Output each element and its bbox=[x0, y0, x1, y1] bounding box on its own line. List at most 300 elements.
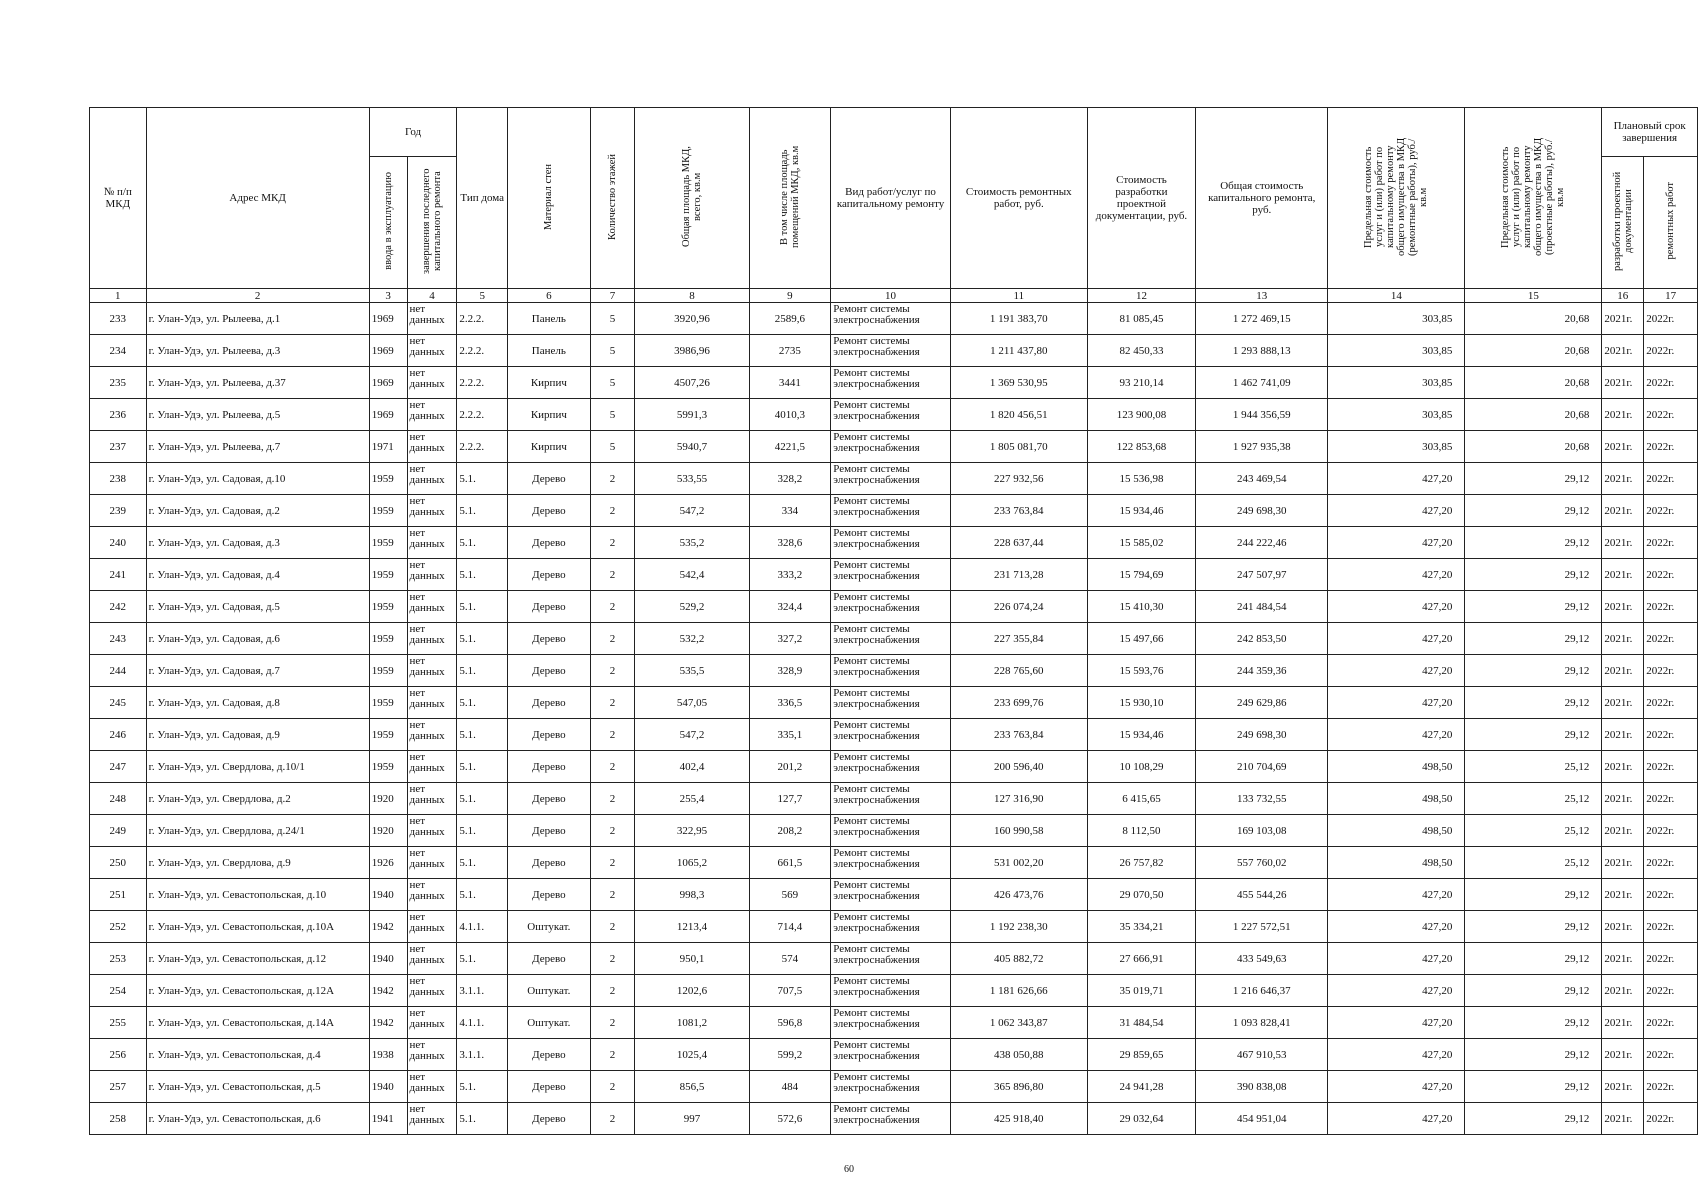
row-year-commission: 1940 bbox=[369, 879, 407, 911]
column-number: 1 bbox=[90, 289, 147, 303]
row-year-commission: 1969 bbox=[369, 335, 407, 367]
row-design-cost: 31 484,54 bbox=[1087, 1007, 1196, 1039]
table-row bbox=[90, 815, 1698, 847]
row-house-type: 5.1. bbox=[457, 751, 508, 783]
row-repair-cost: 233 699,76 bbox=[950, 687, 1087, 719]
row-limit-repair: 427,20 bbox=[1328, 1007, 1465, 1039]
row-num: 239 bbox=[90, 495, 147, 527]
row-repair-cost: 426 473,76 bbox=[950, 879, 1087, 911]
table-row bbox=[90, 1007, 1698, 1039]
row-house-type: 5.1. bbox=[457, 687, 508, 719]
row-year-commission: 1940 bbox=[369, 1071, 407, 1103]
row-total-cost: 244 359,36 bbox=[1196, 655, 1328, 687]
row-floors: 5 bbox=[590, 335, 635, 367]
row-premises-area: 2735 bbox=[749, 335, 831, 367]
row-total-area: 1081,2 bbox=[635, 1007, 749, 1039]
row-repair-cost: 531 002,20 bbox=[950, 847, 1087, 879]
row-address: г. Улан-Удэ, ул. Севастопольская, д.10А bbox=[146, 911, 369, 943]
row-wall-material: Дерево bbox=[508, 879, 591, 911]
row-limit-design: 25,12 bbox=[1465, 847, 1602, 879]
row-design-cost: 15 585,02 bbox=[1087, 527, 1196, 559]
row-year-commission: 1969 bbox=[369, 367, 407, 399]
row-year-commission: 1959 bbox=[369, 463, 407, 495]
row-work-type: Ремонт системы электроснабжения bbox=[831, 431, 951, 463]
row-deadline-repair: 2022г. bbox=[1644, 623, 1698, 655]
row-premises-area: 335,1 bbox=[749, 719, 831, 751]
row-premises-area: 328,6 bbox=[749, 527, 831, 559]
row-design-cost: 26 757,82 bbox=[1087, 847, 1196, 879]
row-deadline-design: 2021г. bbox=[1602, 1103, 1644, 1135]
row-deadline-design: 2021г. bbox=[1602, 591, 1644, 623]
row-address: г. Улан-Удэ, ул. Севастопольская, д.14А bbox=[146, 1007, 369, 1039]
row-premises-area: 324,4 bbox=[749, 591, 831, 623]
row-total-cost: 557 760,02 bbox=[1196, 847, 1328, 879]
row-limit-design: 29,12 bbox=[1465, 943, 1602, 975]
row-work-type: Ремонт системы электроснабжения bbox=[831, 879, 951, 911]
row-limit-repair: 427,20 bbox=[1328, 687, 1465, 719]
row-num: 250 bbox=[90, 847, 147, 879]
row-deadline-design: 2021г. bbox=[1602, 303, 1644, 335]
table-row bbox=[90, 879, 1698, 911]
row-year-commission: 1920 bbox=[369, 783, 407, 815]
row-address: г. Улан-Удэ, ул. Садовая, д.6 bbox=[146, 623, 369, 655]
table-row bbox=[90, 303, 1698, 335]
row-num: 243 bbox=[90, 623, 147, 655]
row-work-type: Ремонт системы электроснабжения bbox=[831, 1071, 951, 1103]
row-address: г. Улан-Удэ, ул. Садовая, д.5 bbox=[146, 591, 369, 623]
row-deadline-design: 2021г. bbox=[1602, 559, 1644, 591]
row-total-area: 3920,96 bbox=[635, 303, 749, 335]
row-design-cost: 29 859,65 bbox=[1087, 1039, 1196, 1071]
row-year-last-repair: нет данных bbox=[407, 911, 457, 943]
row-limit-design: 20,68 bbox=[1465, 399, 1602, 431]
column-number: 12 bbox=[1087, 289, 1196, 303]
row-num: 249 bbox=[90, 815, 147, 847]
column-number: 16 bbox=[1602, 289, 1644, 303]
row-deadline-design: 2021г. bbox=[1602, 943, 1644, 975]
row-design-cost: 15 536,98 bbox=[1087, 463, 1196, 495]
row-limit-design: 29,12 bbox=[1465, 911, 1602, 943]
row-design-cost: 27 666,91 bbox=[1087, 943, 1196, 975]
row-wall-material: Дерево bbox=[508, 463, 591, 495]
header-repair-cost: Стоимость ремонтных работ, руб. bbox=[950, 108, 1087, 289]
row-limit-design: 29,12 bbox=[1465, 559, 1602, 591]
row-total-cost: 243 469,54 bbox=[1196, 463, 1328, 495]
row-address: г. Улан-Удэ, ул. Садовая, д.10 bbox=[146, 463, 369, 495]
row-house-type: 2.2.2. bbox=[457, 399, 508, 431]
row-design-cost: 15 794,69 bbox=[1087, 559, 1196, 591]
row-work-type: Ремонт системы электроснабжения bbox=[831, 655, 951, 687]
row-limit-design: 29,12 bbox=[1465, 623, 1602, 655]
column-number: 2 bbox=[146, 289, 369, 303]
row-year-commission: 1959 bbox=[369, 559, 407, 591]
row-total-cost: 241 484,54 bbox=[1196, 591, 1328, 623]
row-wall-material: Дерево bbox=[508, 495, 591, 527]
table-row bbox=[90, 399, 1698, 431]
row-total-area: 529,2 bbox=[635, 591, 749, 623]
row-floors: 2 bbox=[590, 719, 635, 751]
row-floors: 2 bbox=[590, 623, 635, 655]
header-address: Адрес МКД bbox=[146, 108, 369, 289]
header-year-last-repair: завершения последнего капитального ремонта bbox=[407, 157, 457, 289]
row-repair-cost: 233 763,84 bbox=[950, 495, 1087, 527]
row-total-cost: 467 910,53 bbox=[1196, 1039, 1328, 1071]
table-row bbox=[90, 1071, 1698, 1103]
row-deadline-repair: 2022г. bbox=[1644, 655, 1698, 687]
row-num: 258 bbox=[90, 1103, 147, 1135]
row-floors: 2 bbox=[590, 495, 635, 527]
row-num: 236 bbox=[90, 399, 147, 431]
row-design-cost: 29 070,50 bbox=[1087, 879, 1196, 911]
row-year-last-repair: нет данных bbox=[407, 431, 457, 463]
row-num: 235 bbox=[90, 367, 147, 399]
row-total-cost: 1 462 741,09 bbox=[1196, 367, 1328, 399]
row-limit-repair: 427,20 bbox=[1328, 495, 1465, 527]
row-year-commission: 1959 bbox=[369, 751, 407, 783]
row-year-last-repair: нет данных bbox=[407, 495, 457, 527]
row-design-cost: 24 941,28 bbox=[1087, 1071, 1196, 1103]
column-number: 14 bbox=[1328, 289, 1465, 303]
row-design-cost: 15 410,30 bbox=[1087, 591, 1196, 623]
row-work-type: Ремонт системы электроснабжения bbox=[831, 623, 951, 655]
row-limit-repair: 427,20 bbox=[1328, 943, 1465, 975]
row-address: г. Улан-Удэ, ул. Садовая, д.8 bbox=[146, 687, 369, 719]
row-design-cost: 15 934,46 bbox=[1087, 495, 1196, 527]
row-deadline-repair: 2022г. bbox=[1644, 559, 1698, 591]
row-year-last-repair: нет данных bbox=[407, 943, 457, 975]
row-work-type: Ремонт системы электроснабжения bbox=[831, 591, 951, 623]
row-total-area: 950,1 bbox=[635, 943, 749, 975]
row-work-type: Ремонт системы электроснабжения bbox=[831, 399, 951, 431]
row-premises-area: 574 bbox=[749, 943, 831, 975]
row-deadline-repair: 2022г. bbox=[1644, 719, 1698, 751]
row-deadline-design: 2021г. bbox=[1602, 751, 1644, 783]
row-address: г. Улан-Удэ, ул. Севастопольская, д.6 bbox=[146, 1103, 369, 1135]
table-row bbox=[90, 847, 1698, 879]
row-deadline-design: 2021г. bbox=[1602, 879, 1644, 911]
column-number: 5 bbox=[457, 289, 508, 303]
row-total-cost: 455 544,26 bbox=[1196, 879, 1328, 911]
table-row bbox=[90, 783, 1698, 815]
row-deadline-repair: 2022г. bbox=[1644, 975, 1698, 1007]
row-year-last-repair: нет данных bbox=[407, 879, 457, 911]
row-premises-area: 127,7 bbox=[749, 783, 831, 815]
row-year-commission: 1941 bbox=[369, 1103, 407, 1135]
table-row bbox=[90, 463, 1698, 495]
row-year-last-repair: нет данных bbox=[407, 399, 457, 431]
row-work-type: Ремонт системы электроснабжения bbox=[831, 911, 951, 943]
row-year-commission: 1969 bbox=[369, 303, 407, 335]
row-num: 254 bbox=[90, 975, 147, 1007]
row-limit-repair: 427,20 bbox=[1328, 719, 1465, 751]
row-house-type: 4.1.1. bbox=[457, 911, 508, 943]
row-design-cost: 15 593,76 bbox=[1087, 655, 1196, 687]
row-design-cost: 6 415,65 bbox=[1087, 783, 1196, 815]
row-wall-material: Дерево bbox=[508, 751, 591, 783]
row-wall-material: Дерево bbox=[508, 687, 591, 719]
row-year-commission: 1959 bbox=[369, 687, 407, 719]
row-total-cost: 1 944 356,59 bbox=[1196, 399, 1328, 431]
row-num: 244 bbox=[90, 655, 147, 687]
row-work-type: Ремонт системы электроснабжения bbox=[831, 943, 951, 975]
row-deadline-design: 2021г. bbox=[1602, 527, 1644, 559]
row-year-last-repair: нет данных bbox=[407, 559, 457, 591]
row-deadline-repair: 2022г. bbox=[1644, 815, 1698, 847]
header-floors: Количество этажей bbox=[590, 108, 635, 289]
row-work-type: Ремонт системы электроснабжения bbox=[831, 975, 951, 1007]
row-limit-repair: 427,20 bbox=[1328, 655, 1465, 687]
row-premises-area: 714,4 bbox=[749, 911, 831, 943]
row-total-area: 1213,4 bbox=[635, 911, 749, 943]
column-number: 9 bbox=[749, 289, 831, 303]
row-limit-design: 29,12 bbox=[1465, 495, 1602, 527]
row-year-commission: 1959 bbox=[369, 623, 407, 655]
row-floors: 2 bbox=[590, 1071, 635, 1103]
row-limit-repair: 498,50 bbox=[1328, 847, 1465, 879]
row-work-type: Ремонт системы электроснабжения bbox=[831, 783, 951, 815]
row-address: г. Улан-Удэ, ул. Садовая, д.7 bbox=[146, 655, 369, 687]
row-year-last-repair: нет данных bbox=[407, 815, 457, 847]
row-total-cost: 1 216 646,37 bbox=[1196, 975, 1328, 1007]
row-deadline-repair: 2022г. bbox=[1644, 335, 1698, 367]
row-limit-design: 29,12 bbox=[1465, 1039, 1602, 1071]
row-wall-material: Дерево bbox=[508, 559, 591, 591]
row-year-commission: 1942 bbox=[369, 975, 407, 1007]
row-year-last-repair: нет данных bbox=[407, 975, 457, 1007]
row-deadline-repair: 2022г. bbox=[1644, 463, 1698, 495]
row-year-last-repair: нет данных bbox=[407, 1071, 457, 1103]
row-year-commission: 1942 bbox=[369, 911, 407, 943]
row-address: г. Улан-Удэ, ул. Садовая, д.2 bbox=[146, 495, 369, 527]
row-floors: 2 bbox=[590, 911, 635, 943]
row-deadline-repair: 2022г. bbox=[1644, 527, 1698, 559]
header-total-area: Общая площадь МКД, всего, кв.м bbox=[635, 108, 749, 289]
table-body bbox=[90, 303, 1698, 1135]
row-num: 240 bbox=[90, 527, 147, 559]
row-limit-repair: 303,85 bbox=[1328, 303, 1465, 335]
row-floors: 2 bbox=[590, 655, 635, 687]
row-deadline-repair: 2022г. bbox=[1644, 303, 1698, 335]
row-repair-cost: 231 713,28 bbox=[950, 559, 1087, 591]
row-work-type: Ремонт системы электроснабжения bbox=[831, 335, 951, 367]
row-year-last-repair: нет данных bbox=[407, 655, 457, 687]
row-wall-material: Оштукат. bbox=[508, 975, 591, 1007]
row-design-cost: 123 900,08 bbox=[1087, 399, 1196, 431]
row-floors: 5 bbox=[590, 399, 635, 431]
row-deadline-design: 2021г. bbox=[1602, 687, 1644, 719]
row-work-type: Ремонт системы электроснабжения bbox=[831, 527, 951, 559]
table-row bbox=[90, 527, 1698, 559]
row-year-last-repair: нет данных bbox=[407, 463, 457, 495]
row-floors: 5 bbox=[590, 431, 635, 463]
row-design-cost: 35 019,71 bbox=[1087, 975, 1196, 1007]
row-address: г. Улан-Удэ, ул. Рылеева, д.7 bbox=[146, 431, 369, 463]
row-premises-area: 572,6 bbox=[749, 1103, 831, 1135]
row-total-cost: 433 549,63 bbox=[1196, 943, 1328, 975]
row-limit-repair: 427,20 bbox=[1328, 1039, 1465, 1071]
table-row bbox=[90, 687, 1698, 719]
row-floors: 2 bbox=[590, 1007, 635, 1039]
row-total-cost: 454 951,04 bbox=[1196, 1103, 1328, 1135]
row-floors: 2 bbox=[590, 1103, 635, 1135]
row-premises-area: 4010,3 bbox=[749, 399, 831, 431]
row-limit-design: 29,12 bbox=[1465, 527, 1602, 559]
row-total-cost: 1 927 935,38 bbox=[1196, 431, 1328, 463]
row-num: 257 bbox=[90, 1071, 147, 1103]
row-work-type: Ремонт системы электроснабжения bbox=[831, 303, 951, 335]
row-limit-design: 20,68 bbox=[1465, 303, 1602, 335]
row-year-last-repair: нет данных bbox=[407, 719, 457, 751]
row-limit-repair: 498,50 bbox=[1328, 751, 1465, 783]
row-deadline-repair: 2022г. bbox=[1644, 1071, 1698, 1103]
row-num: 251 bbox=[90, 879, 147, 911]
row-year-last-repair: нет данных bbox=[407, 687, 457, 719]
row-deadline-repair: 2022г. bbox=[1644, 783, 1698, 815]
row-design-cost: 10 108,29 bbox=[1087, 751, 1196, 783]
row-repair-cost: 226 074,24 bbox=[950, 591, 1087, 623]
header-wall-material: Материал стен bbox=[508, 108, 591, 289]
row-address: г. Улан-Удэ, ул. Рылеева, д.5 bbox=[146, 399, 369, 431]
row-limit-design: 29,12 bbox=[1465, 591, 1602, 623]
row-deadline-design: 2021г. bbox=[1602, 335, 1644, 367]
row-deadline-repair: 2022г. bbox=[1644, 367, 1698, 399]
row-floors: 2 bbox=[590, 975, 635, 1007]
row-premises-area: 599,2 bbox=[749, 1039, 831, 1071]
row-limit-repair: 427,20 bbox=[1328, 879, 1465, 911]
row-total-area: 1025,4 bbox=[635, 1039, 749, 1071]
row-house-type: 3.1.1. bbox=[457, 975, 508, 1007]
row-deadline-design: 2021г. bbox=[1602, 655, 1644, 687]
row-total-cost: 1 227 572,51 bbox=[1196, 911, 1328, 943]
row-repair-cost: 405 882,72 bbox=[950, 943, 1087, 975]
header-work-type: Вид работ/услуг по капитальному ремонту bbox=[831, 108, 951, 289]
row-house-type: 5.1. bbox=[457, 463, 508, 495]
row-year-last-repair: нет данных bbox=[407, 1039, 457, 1071]
row-total-area: 547,05 bbox=[635, 687, 749, 719]
row-total-area: 997 bbox=[635, 1103, 749, 1135]
header-total-cost: Общая стоимость капитального ремонта, руб. bbox=[1196, 108, 1328, 289]
row-limit-repair: 427,20 bbox=[1328, 1071, 1465, 1103]
row-address: г. Улан-Удэ, ул. Севастопольская, д.5 bbox=[146, 1071, 369, 1103]
row-premises-area: 201,2 bbox=[749, 751, 831, 783]
header-limit-repair: Предельная стоимость услуг и (или) работ по капитальному ремонту общего имущества в МКД (ремонтные работы), руб./кв.м bbox=[1328, 108, 1465, 289]
header-design-cost: Стоимость разработки проектной документации, руб. bbox=[1087, 108, 1196, 289]
column-number: 6 bbox=[508, 289, 591, 303]
row-address: г. Улан-Удэ, ул. Рылеева, д.1 bbox=[146, 303, 369, 335]
row-address: г. Улан-Удэ, ул. Садовая, д.4 bbox=[146, 559, 369, 591]
column-number: 4 bbox=[407, 289, 457, 303]
row-deadline-repair: 2022г. bbox=[1644, 1103, 1698, 1135]
row-deadline-repair: 2022г. bbox=[1644, 1039, 1698, 1071]
row-deadline-design: 2021г. bbox=[1602, 1039, 1644, 1071]
row-num: 252 bbox=[90, 911, 147, 943]
row-limit-repair: 303,85 bbox=[1328, 431, 1465, 463]
row-deadline-repair: 2022г. bbox=[1644, 431, 1698, 463]
row-design-cost: 15 930,10 bbox=[1087, 687, 1196, 719]
row-repair-cost: 200 596,40 bbox=[950, 751, 1087, 783]
header-premises-area: В том числе площадь помещений МКД, кв.м bbox=[749, 108, 831, 289]
row-year-commission: 1959 bbox=[369, 591, 407, 623]
row-house-type: 2.2.2. bbox=[457, 431, 508, 463]
row-deadline-repair: 2022г. bbox=[1644, 943, 1698, 975]
row-total-area: 1065,2 bbox=[635, 847, 749, 879]
row-work-type: Ремонт системы электроснабжения bbox=[831, 1039, 951, 1071]
row-limit-design: 29,12 bbox=[1465, 1007, 1602, 1039]
row-limit-repair: 498,50 bbox=[1328, 815, 1465, 847]
row-premises-area: 707,5 bbox=[749, 975, 831, 1007]
row-house-type: 5.1. bbox=[457, 559, 508, 591]
row-total-cost: 1 293 888,13 bbox=[1196, 335, 1328, 367]
row-year-last-repair: нет данных bbox=[407, 751, 457, 783]
row-house-type: 5.1. bbox=[457, 1071, 508, 1103]
row-total-cost: 133 732,55 bbox=[1196, 783, 1328, 815]
row-num: 256 bbox=[90, 1039, 147, 1071]
row-year-commission: 1940 bbox=[369, 943, 407, 975]
row-work-type: Ремонт системы электроснабжения bbox=[831, 687, 951, 719]
row-limit-repair: 427,20 bbox=[1328, 591, 1465, 623]
row-limit-repair: 427,20 bbox=[1328, 623, 1465, 655]
row-house-type: 5.1. bbox=[457, 943, 508, 975]
row-deadline-design: 2021г. bbox=[1602, 399, 1644, 431]
row-num: 242 bbox=[90, 591, 147, 623]
row-address: г. Улан-Удэ, ул. Свердлова, д.9 bbox=[146, 847, 369, 879]
row-premises-area: 336,5 bbox=[749, 687, 831, 719]
row-deadline-design: 2021г. bbox=[1602, 911, 1644, 943]
row-address: г. Улан-Удэ, ул. Севастопольская, д.4 bbox=[146, 1039, 369, 1071]
row-repair-cost: 1 192 238,30 bbox=[950, 911, 1087, 943]
row-year-last-repair: нет данных bbox=[407, 783, 457, 815]
table-row bbox=[90, 367, 1698, 399]
row-work-type: Ремонт системы электроснабжения bbox=[831, 463, 951, 495]
row-repair-cost: 1 820 456,51 bbox=[950, 399, 1087, 431]
row-premises-area: 2589,6 bbox=[749, 303, 831, 335]
row-year-last-repair: нет данных bbox=[407, 1103, 457, 1135]
row-design-cost: 15 934,46 bbox=[1087, 719, 1196, 751]
row-work-type: Ремонт системы электроснабжения bbox=[831, 815, 951, 847]
row-premises-area: 569 bbox=[749, 879, 831, 911]
row-premises-area: 328,2 bbox=[749, 463, 831, 495]
row-design-cost: 93 210,14 bbox=[1087, 367, 1196, 399]
row-premises-area: 208,2 bbox=[749, 815, 831, 847]
row-limit-repair: 427,20 bbox=[1328, 559, 1465, 591]
row-deadline-design: 2021г. bbox=[1602, 1071, 1644, 1103]
row-address: г. Улан-Удэ, ул. Свердлова, д.10/1 bbox=[146, 751, 369, 783]
row-premises-area: 661,5 bbox=[749, 847, 831, 879]
row-year-last-repair: нет данных bbox=[407, 1007, 457, 1039]
row-deadline-repair: 2022г. bbox=[1644, 399, 1698, 431]
row-wall-material: Дерево bbox=[508, 815, 591, 847]
row-limit-repair: 498,50 bbox=[1328, 783, 1465, 815]
row-repair-cost: 227 355,84 bbox=[950, 623, 1087, 655]
header-house-type: Тип дома bbox=[457, 108, 508, 289]
row-repair-cost: 438 050,88 bbox=[950, 1039, 1087, 1071]
row-floors: 2 bbox=[590, 783, 635, 815]
column-number: 13 bbox=[1196, 289, 1328, 303]
row-floors: 2 bbox=[590, 847, 635, 879]
row-floors: 2 bbox=[590, 687, 635, 719]
row-design-cost: 8 112,50 bbox=[1087, 815, 1196, 847]
row-deadline-repair: 2022г. bbox=[1644, 751, 1698, 783]
row-design-cost: 82 450,33 bbox=[1087, 335, 1196, 367]
row-total-cost: 249 698,30 bbox=[1196, 719, 1328, 751]
row-limit-design: 29,12 bbox=[1465, 879, 1602, 911]
row-house-type: 5.1. bbox=[457, 783, 508, 815]
row-total-area: 998,3 bbox=[635, 879, 749, 911]
row-deadline-repair: 2022г. bbox=[1644, 591, 1698, 623]
row-year-commission: 1959 bbox=[369, 527, 407, 559]
row-work-type: Ремонт системы электроснабжения bbox=[831, 559, 951, 591]
row-deadline-design: 2021г. bbox=[1602, 431, 1644, 463]
